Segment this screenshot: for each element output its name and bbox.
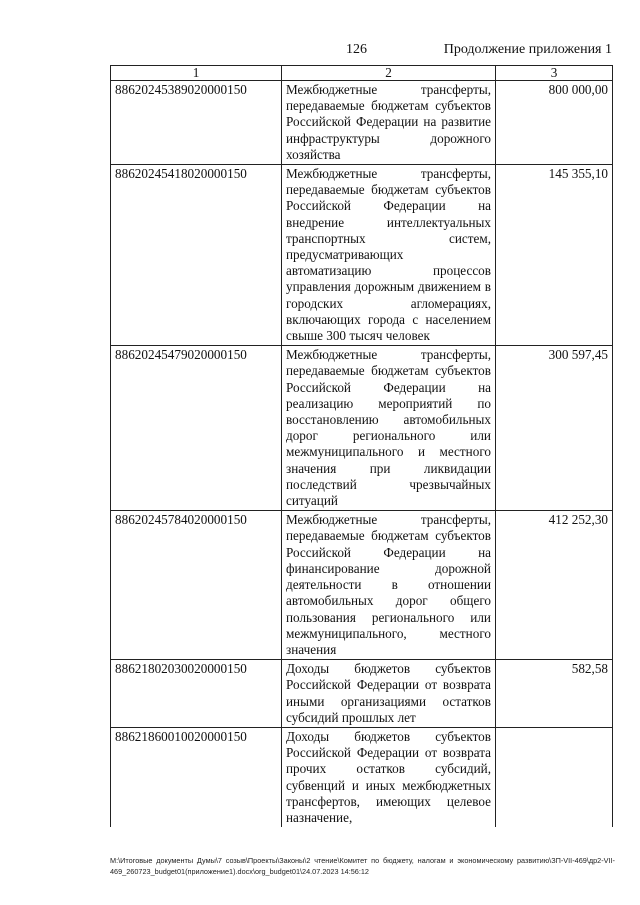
- budget-code: 88621802030020000150: [111, 660, 282, 728]
- budget-code: 88620245389020000150: [111, 81, 282, 165]
- table-header-row: [111, 66, 613, 81]
- table-row: [111, 346, 613, 511]
- budget-code: 88621860010020000150: [111, 727, 282, 827]
- table-row: [111, 165, 613, 346]
- budget-description: Межбюджетные трансферты, передаваемые бюджетам субъектов Российской Федерации на реализацию мероприятий по восстановлению автомобильных дорог регионального или межмуниципального и местного значения при ликвидации последствий чрезвычайных ситуаций: [282, 346, 496, 511]
- table-row: [111, 511, 613, 660]
- table-row: [111, 660, 613, 728]
- budget-amount: 145 355,10: [496, 165, 613, 346]
- column-header: 1: [111, 66, 282, 81]
- page-header: [0, 42, 640, 62]
- budget-code: 88620245418020000150: [111, 165, 282, 346]
- budget-table: [110, 65, 613, 827]
- budget-code: 88620245479020000150: [111, 346, 282, 511]
- file-path-footer: M:\Итоговые документы Думы\7 созыв\Проекты\Законы\2 чтение\Комитет по бюджету, налогам и экономическому развитию\ЗП-VII-469\др2-VII-469_260723_budget01(приложение1).docx\org_budget01\24.07.2023 14:56:12: [110, 856, 615, 876]
- budget-code: 88620245784020000150: [111, 511, 282, 660]
- continuation-note: Продолжение приложения 1: [443, 42, 612, 57]
- budget-amount: 582,58: [496, 660, 613, 728]
- budget-description: Межбюджетные трансферты, передаваемые бюджетам субъектов Российской Федерации на развитие инфраструктуры дорожного хозяйства: [282, 81, 496, 165]
- budget-description: Межбюджетные трансферты, передаваемые бюджетам субъектов Российской Федерации на финансирование дорожной деятельности в отношении автомобильных дорог общего пользования регионального или межмуниципального, местного значения: [282, 511, 496, 660]
- budget-amount: 412 252,30: [496, 511, 613, 660]
- table-row: [111, 727, 613, 827]
- budget-amount: 800 000,00: [496, 81, 613, 165]
- budget-amount: 300 597,45: [496, 346, 613, 511]
- budget-description: Доходы бюджетов субъектов Российской Федерации от возврата иными организациями остатков субсидий прошлых лет: [282, 660, 496, 728]
- column-header: 2: [282, 66, 496, 81]
- budget-description: Межбюджетные трансферты, передаваемые бюджетам субъектов Российской Федерации на внедрение интеллектуальных транспортных систем, предусматривающих автоматизацию процессов управления дорожным движением в городских агломерациях, включающих города с населением свыше 300 тысяч человек: [282, 165, 496, 346]
- budget-amount: [496, 727, 613, 827]
- page-number: 126: [346, 42, 367, 57]
- budget-description: Доходы бюджетов субъектов Российской Федерации от возврата прочих остатков субсидий, субвенций и иных межбюджетных трансфертов, имеющих целевое назначение,: [282, 727, 496, 827]
- column-header: 3: [496, 66, 613, 81]
- table-row: [111, 81, 613, 165]
